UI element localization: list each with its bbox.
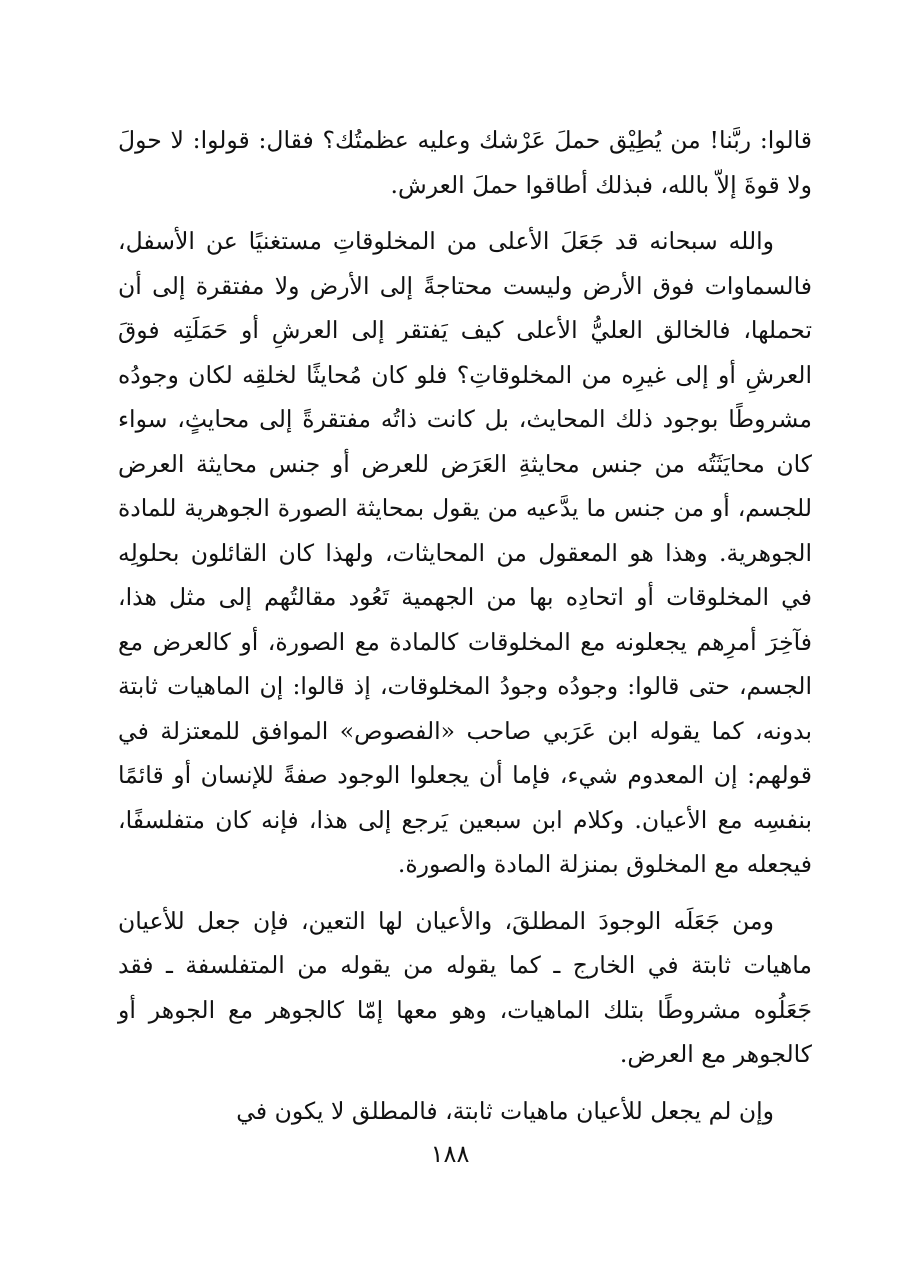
paragraph-4: وإن لم يجعل للأعيان ماهيات ثابتة، فالمطلق لا يكون في	[236, 1096, 774, 1125]
page-body-text	[118, 118, 812, 1145]
page-number: ١٨٨	[430, 1140, 470, 1168]
paragraph-3: ومن جَعَلَه الوجودَ المطلقَ، والأعيان لها التعين، فإن جعل للأعيان ماهيات ثابتة في الخارج ـ كما يقوله من يقوله من المتفلسفة ـ فقد جَعَلُوه مشروطًا بتلك الماهيات، وهو معها إمّا كالجوهر مع الجوهر أو كالجوهر مع العرض.	[118, 906, 812, 1068]
paragraph-2: والله سبحانه قد جَعَلَ الأعلى من المخلوقاتِ مستغنيًا عن الأسفل، فالسماوات فوق الأرض وليست محتاجةً إلى الأرض ولا مفتقرة إلى أن تحملها، فالخالق العليُّ الأعلى كيف يَفتقر إلى العرشِ أو حَمَلَتِه فوقَ العرشِ أو إلى غيرِه من المخلوقاتِ؟ فلو كان مُحايثًا لخلقِه لكان وجودُه مشروطًا بوجود ذلك المحايث، بل كانت ذاتُه مفتقرةً إلى محايثٍ، سواء كان محايَثَتُه من جنس محايثةِ العَرَض للعرض أو جنس محايثة العرض للجسم، أو من جنس ما يدَّعيه من يقول بمحايثة الصورة الجوهرية للمادة الجوهرية. وهذا هو المعقول من المحايثات، ولهذا كان القائلون بحلولِه في المخلوقات أو اتحادِه بها من الجهمية تَعُود مقالتُهم إلى مثل هذا، فآخِرَ أمرِهم يجعلونه مع المخلوقات كالمادة مع الصورة، أو كالعرض مع الجسم، حتى قالوا: وجودُه وجودُ المخلوقات، إذ قالوا: إن الماهيات ثابتة بدونه، كما يقوله ابن عَرَبي صاحب «الفصوص» الموافق للمعتزلة في قولهم: إن المعدوم شيء، فإما أن يجعلوا الوجود صفةً للإنسان أو قائمًا بنفسِه مع الأعيان. وكلام ابن سبعين يَرجع إلى هذا، فإنه كان متفلسفًا، فيجعله مع المخلوق بمنزلة المادة والصورة.	[118, 227, 812, 878]
paragraph-1: قالوا: ربَّنا! من يُطِيْق حملَ عَرْشك وعليه عظمتُك؟ فقال: قولوا: لا حولَ ولا قوةَ إلاّ بالله، فبذلك أطاقوا حملَ العرش.	[118, 126, 812, 199]
